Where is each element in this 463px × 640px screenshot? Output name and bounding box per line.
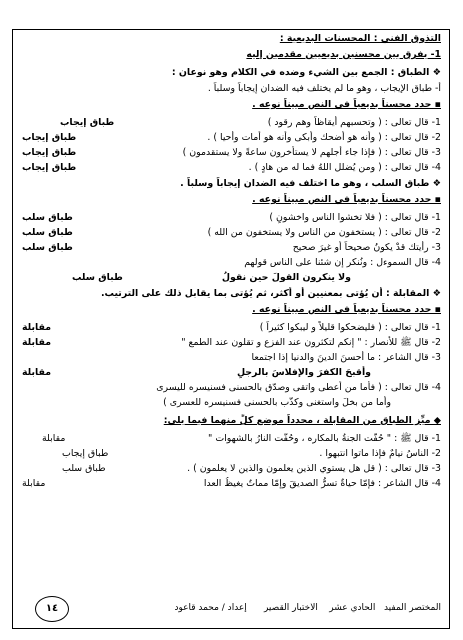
page-footer	[22, 599, 441, 617]
answer-tag: مقابلة	[22, 322, 52, 333]
objective-heading: 1- يفرق بين محسنين بديعيين مقدمين إليه	[246, 49, 441, 60]
definition-line: ❖ المقابلة : أن يُؤتى بمعنيين أو أكثر، ثم يُؤتى بما يقابل ذلك على الترتيب.	[100, 288, 441, 299]
example-line: 4- قال تعالى : ( فأما من أعطى واتقى وصدّق بالحسنى فسنيسره لليسرى	[156, 382, 441, 393]
example-line: 2- قال تعالى : ( وأنه هو أضحك وأبكى وأنه هو أمات وأحيا ) . طباق إيجاب	[22, 132, 441, 143]
footer-author: إعداد / محمد قاعود	[174, 603, 247, 613]
definition-line: أ- طباق الإيجاب ، وهو ما لم يختلف فيه الضدان إيجاباً وسلباً .	[207, 83, 441, 94]
example-line: ولا ينكرون القولَ حين نقولُ طباق سلب	[72, 272, 351, 283]
answer-tag: مقابلة	[22, 478, 46, 489]
example-line: 3- رأيتك قدْ يكونُ صحيحاً أو غيرَ صحيح طباق سلب	[22, 242, 441, 253]
answer-tag: طباق سلب	[62, 463, 106, 474]
example-line: 2- قال ﷺ للأنصار : " إنكم لتكثرون عند الفزع و تقلون عند الطمع " مقابلة	[22, 337, 441, 348]
footer-book: المختصر المفيد	[383, 603, 441, 613]
example-line: 1- قال تعالى : ( فلا تخشوا الناس واخشونِ ) طباق سلب	[22, 212, 441, 223]
instruction-line: ▪ حدد محسناً بديعياً في النص مبيناً نوعه .	[252, 304, 441, 315]
answer-tag: طباق سلب	[22, 212, 73, 223]
instruction-line: ▪ حدد محسناً بديعياً في النص مبيناً نوعه .	[252, 194, 441, 205]
footer-grade: الحادي عشر	[329, 603, 376, 613]
example-line: 3- قال الشاعر : ما أحسنَ الدينَ والدنيا إذا اجتمعا	[251, 352, 441, 363]
instruction-line: ▪ حدد محسناً بديعياً في النص مبيناً نوعه .	[252, 99, 441, 110]
example-line: وأقبحَ الكفرَ والإفلاسَ بالرجلِ مقابلة	[22, 367, 371, 378]
section-title: التذوق الفني : المحسنات البديعية :	[279, 33, 441, 44]
footer-exam: الاختبار القصير	[263, 603, 318, 613]
answer-tag: مقابلة	[42, 433, 66, 444]
answer-tag: مقابلة	[22, 367, 52, 378]
definition-line: ❖ طباق السلب ، وهو ما اختلف فيه الضدان إيجاباً وسلباً .	[180, 178, 441, 189]
answer-tag: طباق سلب	[72, 272, 123, 283]
page-number: ١٤	[35, 596, 69, 622]
definition-line: ❖ الطباق : الجمع بين الشيء وضده في الكلام وهو نوعان :	[171, 67, 441, 78]
example-line: 2- الناسُ نيامٌ فإذا ماتوا انتبهوا . طباق إيجاب	[62, 448, 441, 459]
example-line: 4- قال تعالى : ( ومن يُضلل اللهُ فما له من هادٍ ) . طباق إيجاب	[22, 162, 441, 173]
example-line: 4- قال الشاعر : فإمّا حياةٌ تسرُّ الصديقَ وإمّا مماتٌ يغيظُ العدا مقابلة	[22, 478, 441, 489]
example-line: 1- قال ﷺ : " حُفّت الجنةُ بالمكاره ، وحُفّت النارُ بالشهوات " مقابلة	[42, 433, 441, 444]
answer-tag: طباق إيجاب	[22, 162, 77, 173]
example-line: 4- قال السموءل : ونُنكر إن شئنا على الناس قولهم	[244, 257, 441, 268]
example-line: 1- قال تعالى : ( فليضحكوا قليلاً و ليبكوا كثيراً ) مقابلة	[22, 322, 441, 333]
example-line: 3- قال تعالى : ( قل هل يستوي الذين يعلمون والذين لا يعلمون ) . طباق سلب	[62, 463, 441, 474]
example-line: 1- قال تعالى : ( وتحسبهم أيقاظاً وهم رقود ) طباق إيجاب	[60, 117, 441, 128]
example-line: 3- قال تعالى : ( فإذا جاء أجلهم لا يستأخرون ساعةً ولا يستقدمون ) طباق إيجاب	[22, 147, 441, 158]
example-line: 2- قال تعالى : ( يستخفون من الناس ولا يستخفون من الله ) طباق سلب	[22, 227, 441, 238]
answer-tag: طباق إيجاب	[22, 132, 77, 143]
answer-tag: طباق إيجاب	[60, 117, 115, 128]
answer-tag: مقابلة	[22, 337, 52, 348]
answer-tag: طباق إيجاب	[22, 147, 77, 158]
answer-tag: طباق سلب	[22, 242, 73, 253]
answer-tag: طباق إيجاب	[62, 448, 109, 459]
example-line: وأما من بخلَ واستغنى وكذّب بالحسنى فسنيسره للعسرى )	[163, 397, 391, 408]
answer-tag: طباق سلب	[22, 227, 73, 238]
instruction-line: ◆ ميِّز الطباق من المقابلة ، محدداً موضع كلٍّ منهما فيما يلي:	[163, 415, 441, 426]
